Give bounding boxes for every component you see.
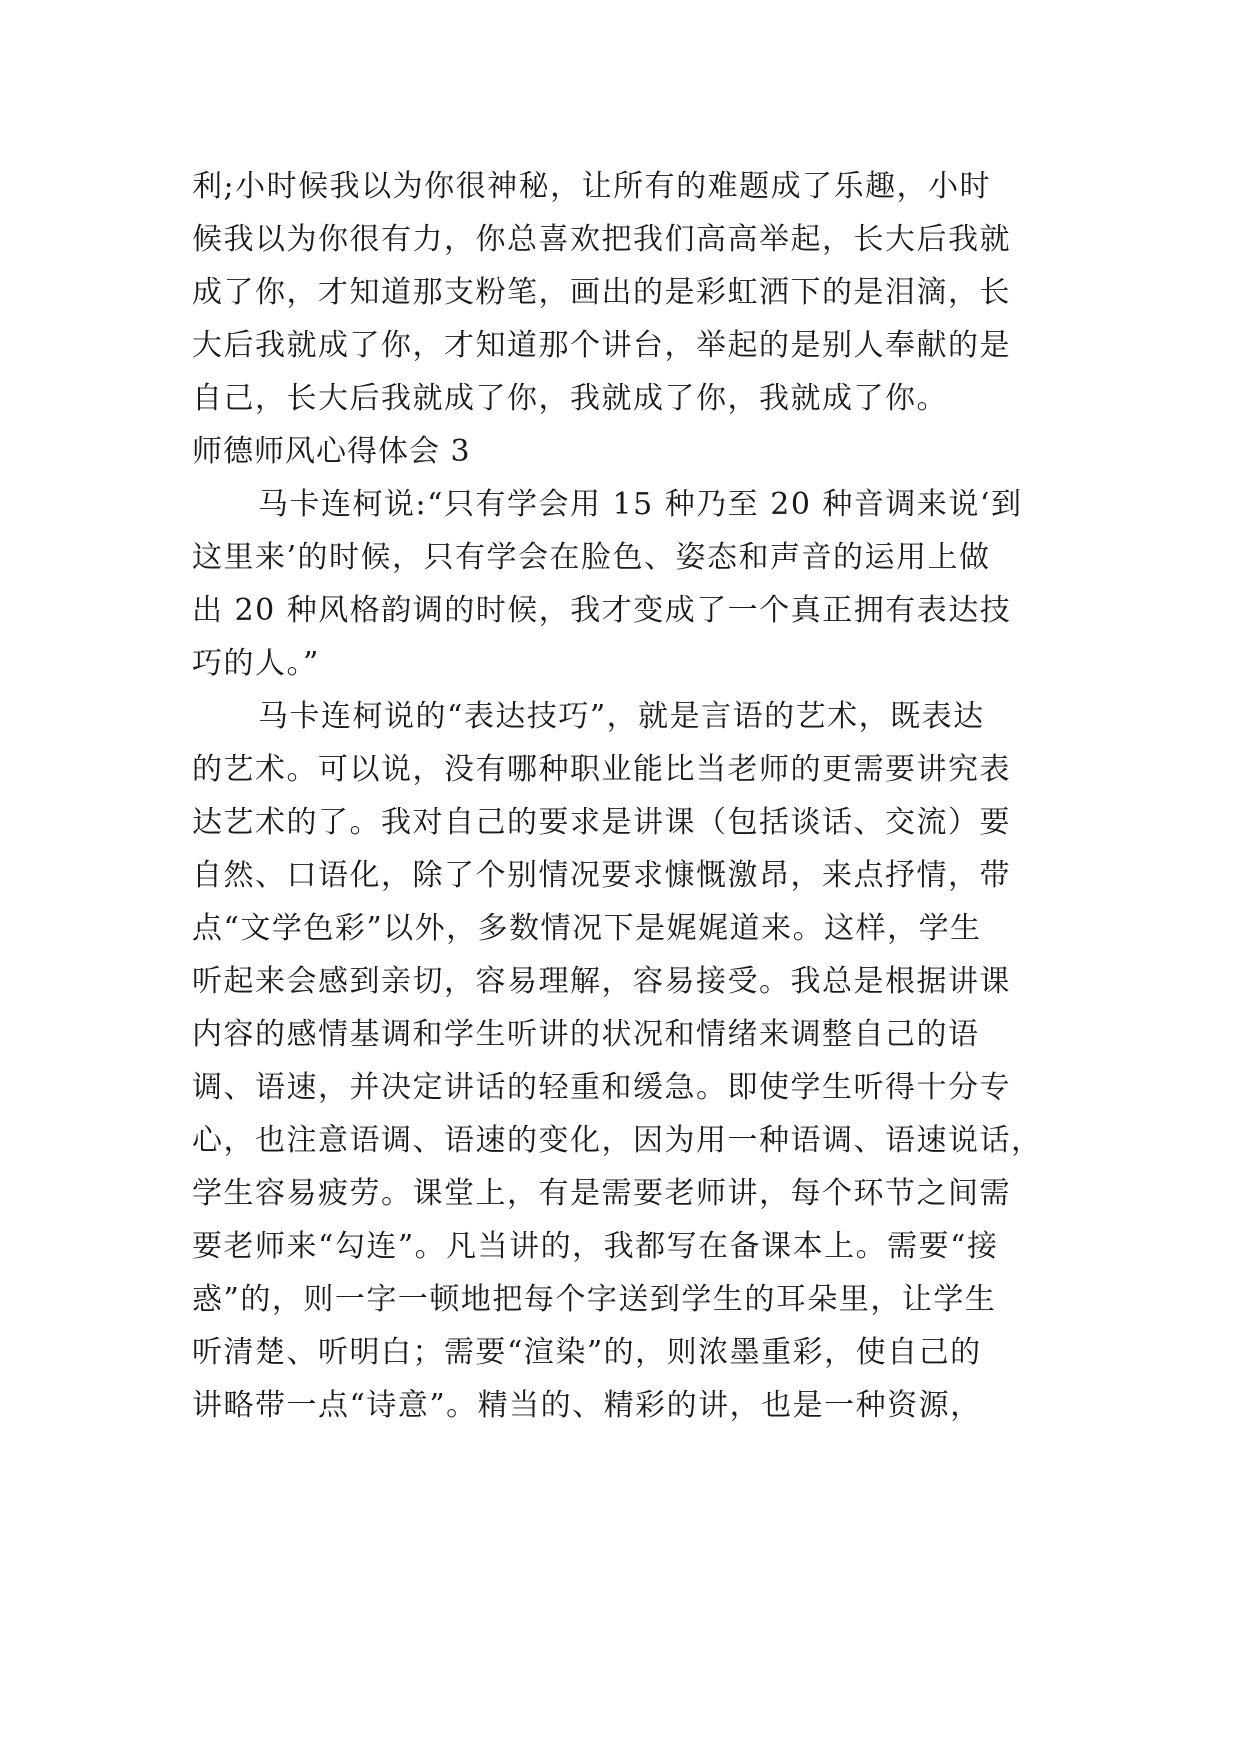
- text-line: 成了你，才知道那支粉笔，画出的是彩虹洒下的是泪滴，长: [192, 275, 1011, 310]
- text-line: 巧的人。”: [192, 646, 320, 681]
- text-line: 马卡连柯说:“只有学会用 15 种乃至 20 种音调来说‘到: [258, 487, 1023, 522]
- text-line: 出 20 种风格韵调的时候，我才变成了一个真正拥有表达技: [192, 593, 1012, 628]
- text-line: 调、语速，并决定讲话的轻重和缓急。即使学生听得十分专: [192, 1070, 1011, 1105]
- text-line: 听起来会感到亲切，容易理解，容易接受。我总是根据讲课: [192, 964, 1011, 999]
- paragraph-main: [192, 690, 1052, 1432]
- text-line: 心，也注意语调、语速的变化，因为用一种语调、语速说话，: [192, 1123, 1043, 1158]
- text-line: 大后我就成了你，才知道那个讲台，举起的是别人奉献的是: [192, 328, 1011, 363]
- text-line: 马卡连柯说的“表达技巧”，就是言语的艺术，既表达: [258, 699, 985, 734]
- paragraph-quote: [192, 478, 1052, 690]
- text-line: 的艺术。可以说，没有哪种职业能比当老师的更需要讲究表: [192, 752, 1011, 787]
- text-line: 利;小时候我以为你很神秘，让所有的难题成了乐趣，小时: [192, 169, 992, 204]
- text-line: 点“文学色彩”以外，多数情况下是娓娓道来。这样，学生: [192, 911, 982, 946]
- text-line: 惑”的，则一字一顿地把每个字送到学生的耳朵里，让学生: [192, 1282, 997, 1317]
- section-heading: 师德师风心得体会 3: [192, 434, 471, 469]
- text-line: 讲略带一点“诗意”。精当的、精彩的讲，也是一种资源，: [192, 1388, 982, 1423]
- text-line: 自己，长大后我就成了你，我就成了你，我就成了你。: [192, 381, 948, 416]
- document-body: [192, 160, 1052, 1432]
- text-line: 学生容易疲劳。课堂上，有是需要老师讲，每个环节之间需: [192, 1176, 1011, 1211]
- text-line: 自然、口语化，除了个别情况要求慷慨激昂，来点抒情，带: [192, 858, 1011, 893]
- text-line: 达艺术的了。我对自己的要求是讲课（包括谈话、交流）要: [192, 805, 1011, 840]
- text-line: 这里来’的时候，只有学会在脸色、姿态和声音的运用上做: [192, 540, 991, 575]
- text-line: 要老师来“勾连”。凡当讲的，我都写在备课本上。需要“接: [192, 1229, 999, 1264]
- paragraph-continued: [192, 160, 1052, 425]
- text-line: 候我以为你很有力，你总喜欢把我们高高举起，长大后我就: [192, 222, 1011, 257]
- text-line: 听清楚、听明白；需要“渲染”的，则浓墨重彩，使自己的: [192, 1335, 982, 1370]
- text-line: 内容的感情基调和学生听讲的状况和情绪来调整自己的语: [192, 1017, 980, 1052]
